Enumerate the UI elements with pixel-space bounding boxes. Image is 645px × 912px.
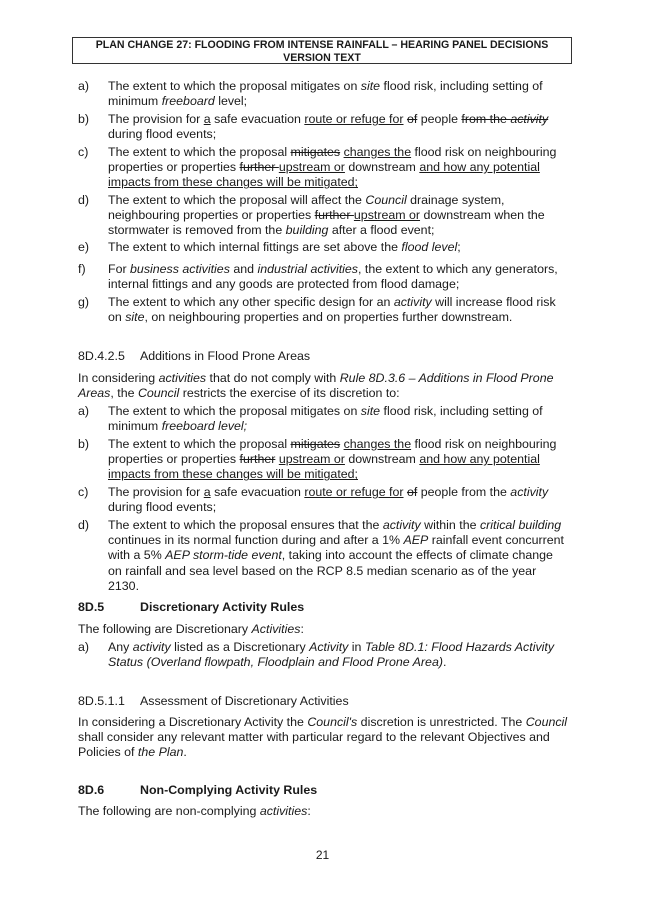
text-run: business activities	[130, 262, 230, 276]
section-title: Non-Complying Activity Rules	[140, 783, 318, 797]
section-title: Discretionary Activity Rules	[140, 600, 305, 614]
text-run: restricts the exercise of its discretion to:	[179, 386, 400, 401]
text-run: during flood events;	[108, 500, 217, 515]
text-run: :	[300, 622, 304, 636]
list-item	[78, 640, 568, 670]
text-run: The provision for	[108, 485, 204, 499]
text-run: downstream	[344, 160, 420, 175]
section-number: 8D.5	[78, 600, 105, 614]
list-item	[78, 437, 568, 483]
text-run: Table 8D.1: Flood Hazards Activity Status (Overland flowpath, Floodplain and Flood Prone Area)	[108, 640, 555, 670]
text-run: .	[183, 745, 187, 760]
list-item-text	[108, 193, 568, 239]
text-run: The following are Discretionary	[78, 622, 252, 636]
section-heading	[78, 600, 304, 615]
text-run: Council	[525, 715, 568, 729]
text-run: , the	[110, 386, 138, 401]
text-run: activities	[158, 371, 207, 385]
text-run: freeboard level;	[161, 419, 248, 434]
inserted-text: upstream or	[278, 452, 345, 467]
text-run: within the	[420, 518, 480, 532]
text-run: ;	[457, 240, 461, 254]
deleted-text: further	[314, 208, 354, 223]
text-run: Activities	[251, 622, 301, 636]
section-number: 8D.4.2.5	[78, 349, 125, 363]
text-run: The extent to which any other specific design for an	[108, 295, 394, 309]
text-run: The extent to which the proposal mitigates on	[108, 79, 361, 93]
deleted-text: from the	[461, 112, 511, 126]
text-run: safe evacuation	[210, 112, 305, 126]
list-item-text	[108, 485, 568, 515]
deleted-text: activity	[510, 112, 549, 126]
section-title: Assessment of Discretionary Activities	[140, 694, 349, 708]
text-run: building	[285, 223, 329, 238]
inserted-text: upstream or	[278, 160, 345, 175]
text-run: during flood events;	[108, 127, 217, 142]
list-item	[78, 145, 568, 191]
text-run: flood risk on neighbouring properties or properties	[108, 145, 557, 175]
text-run: Any	[108, 640, 133, 654]
list-item	[78, 295, 568, 325]
text-run: activity	[393, 295, 432, 309]
text-run: drainage system, neighbouring properties or properties	[108, 193, 505, 223]
list-item-text	[108, 262, 568, 292]
text-run: activity	[132, 640, 171, 654]
text-run: listed as a Discretionary	[170, 640, 310, 654]
list-item-text	[108, 404, 568, 434]
section-intro	[78, 804, 570, 819]
text-run: discretion is unrestricted. The	[357, 715, 526, 729]
list-item	[78, 404, 568, 434]
inserted-text: upstream or	[353, 208, 421, 223]
text-run: Activity	[309, 640, 349, 654]
list-item	[78, 112, 568, 142]
text-run: In considering	[78, 371, 159, 385]
deleted-text: mitigates	[290, 145, 341, 159]
text-run: rainfall event concurrent with a 5%	[108, 533, 564, 563]
text-run: The provision for	[108, 112, 204, 126]
text-run: will increase flood risk on	[108, 295, 556, 325]
list-item	[78, 262, 568, 292]
section-body	[78, 715, 570, 761]
text-run: site	[360, 79, 381, 93]
section-heading	[78, 694, 349, 709]
text-run: activities	[259, 804, 308, 818]
text-run: The extent to which the proposal mitigates on	[108, 404, 361, 418]
inserted-text: and how any potential impacts from these changes will be mitigated;	[108, 160, 540, 190]
deleted-text: mitigates	[290, 437, 341, 451]
deleted-text: of	[406, 485, 418, 499]
deleted-text: of	[406, 112, 418, 126]
list-item-text	[108, 640, 568, 670]
text-run: activity	[510, 485, 549, 499]
text-run: site	[125, 310, 145, 325]
text-run: flood risk, including setting of minimum	[108, 404, 543, 434]
header-title: PLAN CHANGE 27: FLOODING FROM INTENSE RAINFALL – HEARING PANEL DECISIONS	[95, 39, 549, 51]
text-run: the Plan	[137, 745, 184, 760]
list-item-text	[108, 112, 568, 142]
inserted-text: changes the	[343, 145, 412, 159]
section-title: Additions in Flood Prone Areas	[140, 349, 311, 363]
section-number: 8D.5.1.1	[78, 694, 125, 708]
text-run: , the extent to which any generators, internal fittings and any goods are protected from flood damage;	[108, 262, 558, 292]
text-run: The extent to which internal fittings are set above the	[108, 240, 402, 254]
list-item-label: b)	[78, 437, 90, 451]
list-item-label: a)	[78, 79, 90, 93]
text-run: downstream	[344, 452, 420, 467]
text-run: activity	[382, 518, 421, 532]
text-run: critical building	[479, 518, 562, 532]
list-item-label: f)	[78, 262, 86, 276]
section-intro	[78, 371, 570, 401]
text-run: , on neighbouring properties and on properties further downstream.	[144, 310, 513, 325]
text-run: freeboard	[161, 94, 215, 109]
list-item	[78, 79, 568, 109]
text-run: The extent to which the proposal ensures that the	[108, 518, 383, 532]
list-item-text	[108, 437, 568, 483]
list-item	[78, 485, 568, 515]
text-run: Council	[365, 193, 407, 207]
page-number: 21	[315, 848, 330, 862]
text-run: For	[108, 262, 131, 276]
text-run: AEP	[403, 533, 429, 548]
header-subtitle: VERSION TEXT	[283, 51, 361, 64]
section-heading	[78, 783, 317, 798]
text-run: safe evacuation	[210, 485, 305, 499]
text-run: industrial activities	[257, 262, 358, 276]
document-header	[72, 37, 572, 64]
inserted-text: route or refuge for	[304, 112, 404, 126]
text-run: continues in its normal function during and after a 1%	[108, 533, 404, 548]
text-run: Council	[137, 386, 180, 401]
text-run: .	[442, 655, 447, 670]
text-run: The extent to which the proposal	[108, 145, 291, 159]
list-item-text	[108, 295, 568, 325]
text-run: In considering a Discretionary Activity the	[78, 715, 308, 729]
inserted-text: a	[203, 485, 211, 499]
text-run: shall consider any relevant matter with particular regard to the relevant Objectives and Policies of	[78, 730, 550, 760]
inserted-text: a	[203, 112, 211, 126]
deleted-text: further	[239, 160, 279, 175]
text-run: people	[417, 112, 462, 126]
section-heading	[78, 349, 310, 364]
text-run: in	[348, 640, 365, 654]
text-run: people from the	[417, 485, 511, 499]
text-run: site	[360, 404, 381, 418]
text-run: The following are non-complying	[78, 804, 260, 818]
list-item-label: g)	[78, 295, 90, 309]
list-item-label: b)	[78, 112, 90, 126]
list-item-label: d)	[78, 193, 90, 207]
inserted-text: route or refuge for	[304, 485, 404, 499]
text-run: The extent to which the proposal	[108, 437, 291, 451]
text-run: Council's	[307, 715, 358, 729]
list-item-label: c)	[78, 485, 89, 499]
list-item-label: a)	[78, 640, 90, 654]
list-item-text	[108, 240, 568, 255]
inserted-text: and how any potential impacts from these changes will be mitigated;	[108, 452, 540, 482]
text-run: , taking into account the effects of climate change on rainfall and sea level based on the RCP 8.5 median scenario as of the year 2130.	[108, 548, 553, 593]
list-item-text	[108, 518, 568, 594]
text-run: downstream when the stormwater is removed from the	[108, 208, 545, 238]
text-run: that do not comply with	[206, 371, 340, 385]
text-run: :	[307, 804, 311, 818]
text-run: after a flood event;	[328, 223, 435, 238]
list-item	[78, 518, 568, 594]
list-item	[78, 240, 568, 255]
text-run: flood risk, including setting of minimum	[108, 79, 543, 109]
text-run: flood level	[401, 240, 458, 254]
list-item-label: d)	[78, 518, 90, 532]
section-intro	[78, 622, 570, 637]
list-item-label: a)	[78, 404, 90, 418]
text-run: level;	[214, 94, 248, 109]
text-run: and	[229, 262, 258, 276]
list-item-label: c)	[78, 145, 89, 159]
list-item-text	[108, 145, 568, 191]
deleted-text: further	[239, 452, 276, 467]
section-number: 8D.6	[78, 783, 105, 797]
inserted-text: changes the	[343, 437, 412, 451]
text-run: AEP storm-tide event	[165, 548, 282, 563]
list-item-text	[108, 79, 568, 109]
list-item	[78, 193, 568, 239]
text-run: The extent to which the proposal will affect the	[108, 193, 366, 207]
text-run: Rule 8D.3.6 – Additions in Flood Prone Areas	[78, 371, 554, 401]
list-item-label: e)	[78, 240, 90, 254]
text-run: flood risk on neighbouring properties or properties	[108, 437, 557, 467]
